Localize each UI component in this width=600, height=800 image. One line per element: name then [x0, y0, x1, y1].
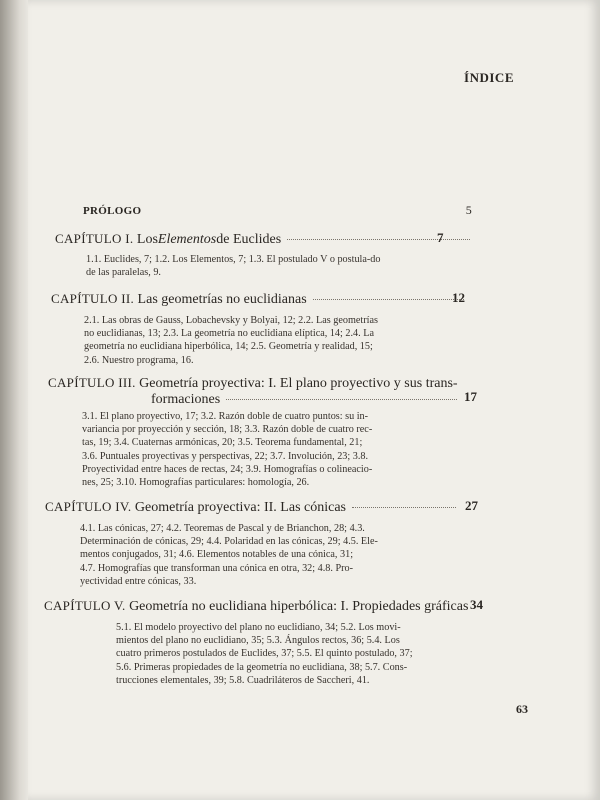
chapter-number: CAPÍTULO II.: [51, 291, 135, 306]
chapter-number: CAPÍTULO IV.: [45, 499, 132, 514]
chapter-title-text: Geometría proyectiva: I. El plano proyectivo y sus trans-: [139, 376, 458, 391]
prologue-label: PRÓLOGO: [83, 205, 142, 217]
chapter-description: [80, 522, 452, 588]
description-line: yectividad entre cónicas, 33.: [80, 575, 197, 587]
chapter-page: 7: [437, 230, 444, 245]
description-line: 5.1. El modelo proyectivo del plano no euclidiano, 34; 5.2. Los movi-: [116, 622, 401, 633]
page-title: ÍNDICE: [464, 70, 514, 85]
chapter-description: [116, 621, 476, 687]
book-page: [28, 0, 600, 800]
toc-entry-prologue: [83, 203, 472, 218]
description-line: mentos conjugados, 31; 4.6. Elementos notables de una cónica, 31;: [80, 549, 354, 561]
page-number: 63: [516, 702, 528, 716]
description-line: 5.6. Primeras propiedades de la geometría no euclidiana, 38; 5.7. Cons-: [116, 661, 408, 673]
chapter-title: [51, 291, 470, 308]
description-line: variancia por proyección y sección, 18; 3.3. Razón doble de cuatro rec-: [82, 424, 373, 436]
description-line: 4.7. Homografías que transforman una cónica en otra, 32; 4.8. Pro-: [80, 562, 354, 574]
description-line: Proyectividad entre haces de rectas, 24; 3.9. Homografías o colineacio-: [82, 463, 373, 475]
chapter-title: [55, 231, 476, 248]
chapter-title: [44, 598, 469, 615]
chapter-page: 12: [452, 290, 465, 305]
chapter-title-text: Geometría no euclidiana hiperbólica: I. Propiedades gráficas: [129, 599, 469, 614]
description-line: geometría no euclidiana hiperbólica, 14; 2.5. Geometría y realidad, 15;: [84, 341, 373, 353]
description-line: 4.1. Las cónicas, 27; 4.2. Teoremas de Pascal y de Brianchon, 28; 4.3.: [80, 523, 365, 534]
chapter-description: [82, 410, 450, 489]
chapter-title: [48, 375, 464, 408]
leader-dots: [226, 399, 457, 400]
chapter-number: CAPÍTULO I.: [55, 231, 134, 246]
chapter-description: [86, 253, 434, 279]
description-line: 3.6. Puntuales proyectivas y perspectivas, 22; 3.7. Involución, 23; 3.8.: [82, 450, 369, 462]
chapter-title-text: Los: [136, 232, 158, 247]
prologue-page: 5: [465, 203, 472, 217]
description-line: cuatro primeros postulados de Euclides, 37; 5.5. El quinto postulado, 37;: [116, 648, 413, 660]
chapter-page: 34: [470, 597, 483, 612]
description-line: no euclidianas, 13; 2.3. La geometría no euclidiana elíptica, 14; 2.4. La: [84, 328, 374, 340]
description-line: Determinación de cónicas, 29; 4.4. Polaridad en las cónicas, 29; 4.5. Ele-: [80, 536, 378, 548]
leader-dots: [313, 299, 464, 300]
description-line: 2.6. Nuestro programa, 16.: [84, 354, 194, 366]
chapter-title-text: Las geometrías no euclidianas: [137, 292, 307, 307]
chapter-description: [84, 314, 444, 367]
description-line: 3.1. El plano proyectivo, 17; 3.2. Razón doble de cuatro puntos: su in-: [82, 411, 369, 422]
previous-page-edge: [0, 0, 28, 800]
description-line: 2.1. Las obras de Gauss, Lobachevsky y Bolyai, 12; 2.2. Las geometrías: [84, 315, 378, 326]
description-line: 1.1. Euclides, 7; 1.2. Los Elementos, 7; 1.3. El postulado V o postula-do: [86, 254, 381, 265]
description-line: de las paralelas, 9.: [86, 267, 161, 279]
chapter-title-emphasis: Elementos: [157, 232, 217, 247]
description-line: nes, 25; 3.10. Homografías particulares: homología, 26.: [82, 477, 310, 489]
chapter-number: CAPÍTULO III.: [48, 375, 136, 390]
chapter-number: CAPÍTULO V.: [44, 598, 126, 613]
chapter-title-text: formaciones: [151, 392, 221, 407]
description-line: mientos del plano no euclidiano, 35; 5.3. Ángulos rectos, 36; 5.4. Los: [116, 635, 400, 647]
description-line: tas, 19; 3.4. Cuaternas armónicas, 20; 3.5. Teorema fundamental, 21;: [82, 437, 363, 449]
description-line: trucciones elementales, 39; 5.8. Cuadriláteros de Saccheri, 41.: [116, 674, 370, 686]
chapter-title: [45, 499, 462, 516]
chapter-title-text: Geometría proyectiva: II. Las cónicas: [134, 500, 346, 515]
chapter-title-text: de Euclides: [216, 232, 282, 247]
leader-dots: [352, 507, 456, 508]
chapter-page: 27: [465, 498, 478, 513]
chapter-page: 17: [464, 389, 477, 404]
